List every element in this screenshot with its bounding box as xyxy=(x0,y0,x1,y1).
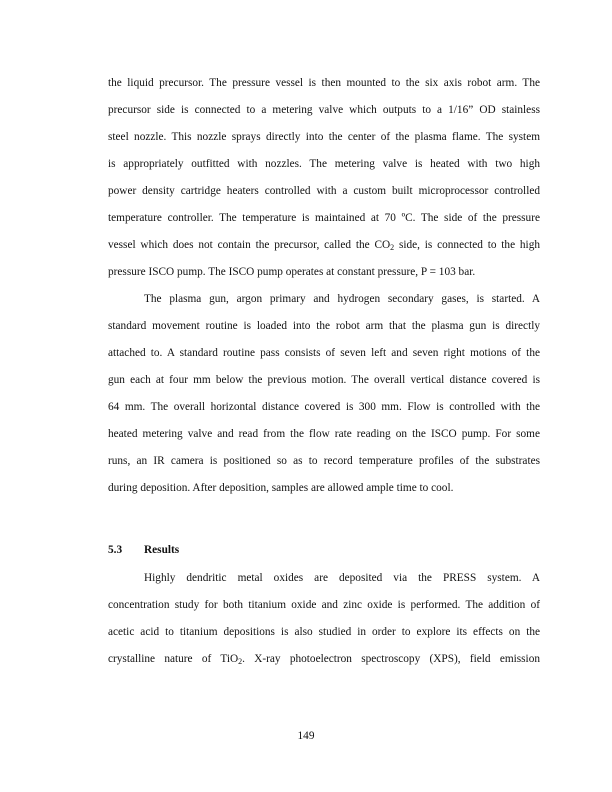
text-line: standard movement routine is loaded into the robot arm that the plasma gun is directly xyxy=(108,320,540,332)
text-span: . X-ray photoelectron spectroscopy (XPS), field emission xyxy=(242,653,540,665)
text-line: Highly dendritic metal oxides are deposited via the PRESS system. A xyxy=(144,572,540,584)
section-title: Results xyxy=(144,544,180,556)
text-line: The plasma gun, argon primary and hydrogen secondary gases, is started. A xyxy=(144,293,540,305)
text-line: precursor side is connected to a metering valve which outputs to a 1/16” OD stainless xyxy=(108,104,540,116)
text-span: crystalline nature of TiO xyxy=(108,653,239,665)
text-line: power density cartridge heaters controlled with a custom built microprocessor controlled xyxy=(108,185,540,197)
section-number: 5.3 xyxy=(108,544,123,556)
subscript: 2 xyxy=(390,243,395,252)
text-line: attached to. A standard routine pass consists of seven left and seven right motions of the xyxy=(108,347,540,359)
section-heading xyxy=(108,543,179,557)
text-line: pressure ISCO pump. The ISCO pump operates at constant pressure, P = 103 bar. xyxy=(108,266,476,278)
text-line: 64 mm. The overall horizontal distance covered is 300 mm. Flow is controlled with the xyxy=(108,401,540,413)
text-line: runs, an IR camera is positioned so as to record temperature profiles of the substrates xyxy=(108,455,540,467)
text-line xyxy=(108,238,540,252)
text-line: is appropriately outfitted with nozzles. The metering valve is heated with two high xyxy=(108,158,540,170)
text-line: acetic acid to titanium depositions is also studied in order to explore its effects on the xyxy=(108,626,540,638)
text-line: heated metering valve and read from the flow rate reading on the ISCO pump. For some xyxy=(108,428,540,440)
text-line: concentration study for both titanium oxide and zinc oxide is performed. The addition of xyxy=(108,599,540,611)
text-line: steel nozzle. This nozzle sprays directly into the center of the plasma flame. The system xyxy=(108,131,540,143)
text-line xyxy=(108,652,540,666)
text-line: gun each at four mm below the previous motion. The overall vertical distance covered is xyxy=(108,374,540,386)
text-line: during deposition. After deposition, samples are allowed ample time to cool. xyxy=(108,482,454,494)
text-line: the liquid precursor. The pressure vessel is then mounted to the six axis robot arm. The xyxy=(108,77,540,89)
page-number: 149 xyxy=(297,730,315,742)
subscript: 2 xyxy=(238,657,243,666)
text-span: side, is connected to the high xyxy=(394,239,540,251)
text-line: temperature controller. The temperature is maintained at 70 ºC. The side of the pressure xyxy=(108,212,540,224)
text-span: vessel which does not contain the precursor, called the CO xyxy=(108,239,391,251)
